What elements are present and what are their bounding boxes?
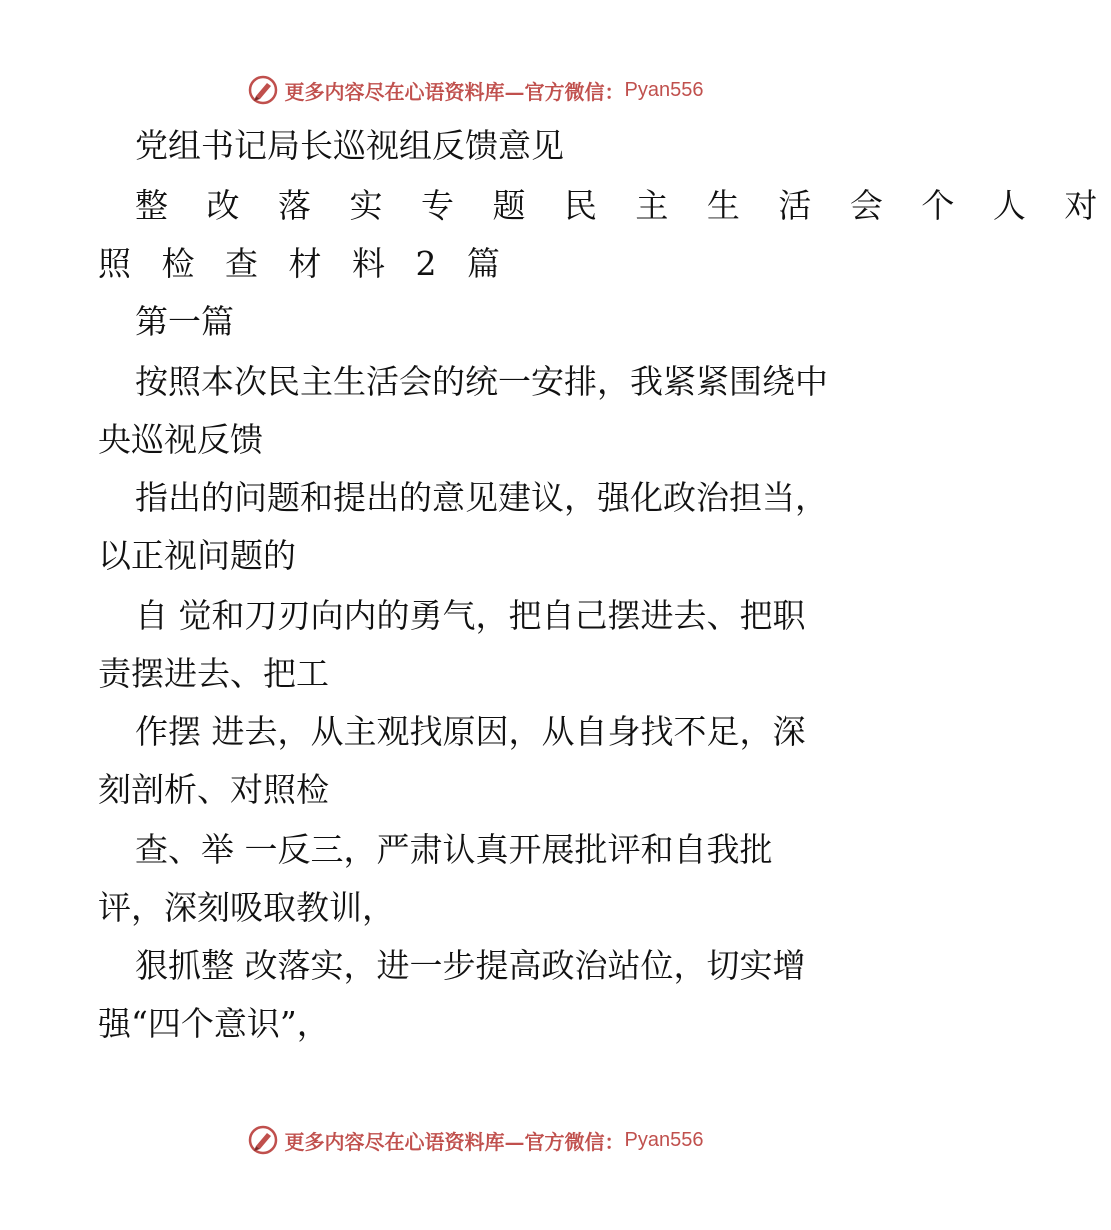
doc-paragraph-line: 按照本次民主生活会的统一安排，我紧紧围绕中 <box>135 362 828 401</box>
doc-section-heading: 第一篇 <box>135 302 234 341</box>
doc-paragraph-line: 作摆 进去，从主观找原因，从自身找不足，深 <box>135 712 806 751</box>
footer-watermark-banner <box>0 1120 950 1160</box>
banner-main-text: 更多内容尽在心语资料库— <box>284 79 525 104</box>
doc-paragraph-line: 查、举 一反三，严肃认真开展批评和自我批 <box>135 830 773 869</box>
doc-paragraph-line: 评，深刻吸取教训， <box>98 888 395 927</box>
banner-sub-text: 官方微信： <box>524 79 625 104</box>
doc-paragraph-line: 强“四个意识”， <box>98 1004 330 1043</box>
banner-sub-text: 官方微信： <box>524 1129 625 1154</box>
banner-id-text: Pyan556 <box>624 1128 704 1151</box>
banner-id-text: Pyan556 <box>624 78 704 101</box>
doc-paragraph-line: 指出的问题和提出的意见建议，强化政治担当， <box>135 478 828 517</box>
doc-paragraph-line: 自 觉和刀刃向内的勇气，把自己摆进去、把职 <box>135 596 806 635</box>
pen-logo-icon <box>247 1124 279 1156</box>
doc-paragraph-line: 刻剖析、对照检 <box>98 770 329 809</box>
doc-paragraph-line: 央巡视反馈 <box>98 420 263 459</box>
doc-paragraph-line: 狠抓整 改落实，进一步提高政治站位，切实增 <box>135 946 806 985</box>
doc-title-line-3: 照 检 查 材 料 2 篇 <box>98 244 510 283</box>
doc-paragraph-line: 以正视问题的 <box>98 536 296 575</box>
doc-paragraph-line: 责摆进去、把工 <box>98 654 329 693</box>
banner-main-text: 更多内容尽在心语资料库— <box>284 1129 525 1154</box>
doc-title-line-1: 党组书记局长巡视组反馈意见 <box>135 126 564 165</box>
doc-title-line-2: 整 改 落 实 专 题 民 主 生 活 会 个 人 对 <box>135 186 1111 225</box>
